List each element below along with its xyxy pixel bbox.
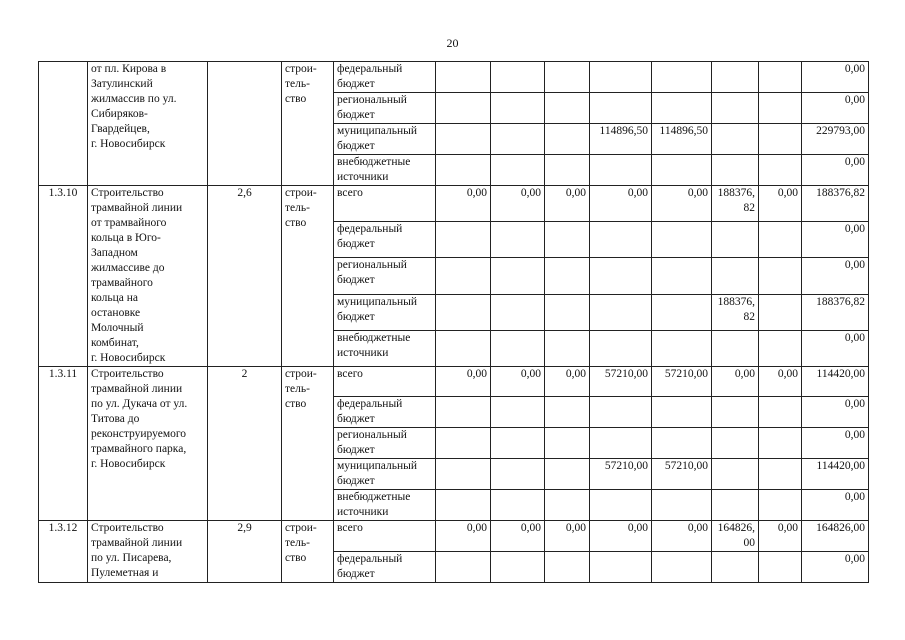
year-value	[712, 124, 759, 155]
year-value: 0,00	[759, 186, 802, 222]
item-work-type-line: тель-	[285, 78, 310, 90]
year-value	[652, 397, 712, 428]
year-value	[712, 93, 759, 124]
total-value: 0,00	[802, 490, 869, 521]
item-name-line: г. Новосибирск	[91, 138, 166, 150]
total-value: 0,00	[802, 93, 869, 124]
item-length: 2,6	[208, 186, 282, 367]
year-value	[712, 330, 759, 366]
table-row	[39, 62, 869, 93]
year-value	[491, 428, 545, 459]
year-value	[652, 294, 712, 330]
year-value	[759, 124, 802, 155]
year-value	[545, 459, 590, 490]
year-value	[545, 397, 590, 428]
year-value: 114896,50	[590, 124, 652, 155]
total-value: 0,00	[802, 258, 869, 294]
year-value	[590, 258, 652, 294]
year-value: 0,00	[652, 186, 712, 222]
funding-source-line: всего	[337, 187, 363, 199]
item-name	[88, 521, 208, 583]
total-value: 114420,00	[802, 459, 869, 490]
item-name-line: Строительство	[91, 187, 164, 199]
item-name-line: г. Новосибирск	[91, 352, 166, 364]
funding-source-line: бюджет	[337, 78, 375, 90]
year-value	[759, 552, 802, 583]
item-work-type-line: ство	[285, 93, 307, 105]
year-value	[712, 552, 759, 583]
funding-source-line: бюджет	[337, 274, 375, 287]
item-name-line: трамвайной линии	[91, 537, 183, 549]
funding-source	[334, 124, 436, 155]
table-row	[39, 367, 869, 397]
item-name-line: комбинат,	[91, 337, 139, 349]
funding-source	[334, 330, 436, 366]
budget-table	[38, 61, 869, 583]
item-name-line: Западном	[91, 247, 138, 259]
year-value	[545, 330, 590, 366]
funding-source-line: бюджет	[337, 140, 375, 152]
funding-source	[334, 459, 436, 490]
total-value: 0,00	[802, 330, 869, 366]
funding-source-line: федеральный	[337, 63, 403, 75]
funding-source-line: муниципальный	[337, 125, 418, 137]
item-name-line: Молочный	[91, 322, 144, 334]
year-value	[652, 258, 712, 294]
year-value	[436, 428, 491, 459]
year-value	[491, 258, 545, 294]
year-value	[652, 428, 712, 459]
funding-source	[334, 490, 436, 521]
year-value	[712, 62, 759, 93]
item-work-type-line: строи-	[285, 368, 317, 380]
year-value	[652, 93, 712, 124]
item-name-line: г. Новосибирск	[91, 458, 166, 470]
year-value	[712, 397, 759, 428]
year-value	[590, 397, 652, 428]
funding-source-line: бюджет	[337, 238, 375, 251]
funding-source	[334, 521, 436, 552]
year-value	[652, 490, 712, 521]
year-value: 0,00	[436, 521, 491, 552]
item-work-type-line: строи-	[285, 63, 317, 75]
year-value: 0,00	[652, 521, 712, 552]
item-name-line: кольца в Юго-	[91, 232, 161, 244]
funding-source-line: бюджет	[337, 568, 375, 580]
funding-source	[334, 258, 436, 294]
year-value	[545, 93, 590, 124]
total-value: 0,00	[802, 397, 869, 428]
year-value	[436, 222, 491, 258]
year-value	[545, 490, 590, 521]
year-value	[652, 155, 712, 186]
item-name-line: Титова до	[91, 413, 140, 425]
year-value	[545, 155, 590, 186]
year-value	[545, 294, 590, 330]
year-value	[545, 62, 590, 93]
year-value	[491, 93, 545, 124]
year-value	[590, 155, 652, 186]
funding-source	[334, 93, 436, 124]
funding-source	[334, 552, 436, 583]
funding-source-line: бюджет	[337, 444, 375, 456]
year-value	[436, 552, 491, 583]
year-value	[590, 294, 652, 330]
funding-source	[334, 294, 436, 330]
year-value	[759, 490, 802, 521]
year-value	[712, 459, 759, 490]
funding-source-line: внебюджетные	[337, 331, 411, 344]
item-work-type-line: ство	[285, 552, 307, 564]
funding-source-line: федеральный	[337, 223, 403, 236]
year-value	[759, 93, 802, 124]
item-name-line: жилмассиве до	[91, 262, 165, 274]
year-value	[759, 330, 802, 366]
item-work-type-line: ство	[285, 217, 307, 229]
year-value	[491, 397, 545, 428]
year-value: 0,00	[590, 186, 652, 222]
year-value	[652, 330, 712, 366]
item-name-line: трамвайного	[91, 277, 153, 289]
funding-source	[334, 155, 436, 186]
item-name	[88, 62, 208, 186]
total-value: 0,00	[802, 222, 869, 258]
funding-source-line: региональный	[337, 259, 407, 272]
year-value: 188376,82	[712, 186, 759, 222]
item-name-line: трамвайной линии	[91, 383, 183, 395]
year-value: 0,00	[545, 521, 590, 552]
item-name-line: реконструируемого	[91, 428, 187, 440]
year-value: 0,00	[712, 367, 759, 397]
year-value	[545, 258, 590, 294]
funding-source-line: источники	[337, 506, 389, 518]
year-value	[712, 155, 759, 186]
funding-source-line: внебюджетные	[337, 156, 411, 168]
total-value: 0,00	[802, 62, 869, 93]
page-number: 20	[446, 36, 459, 50]
item-length: 2,9	[208, 521, 282, 583]
funding-source-line: федеральный	[337, 398, 403, 410]
year-value	[491, 459, 545, 490]
year-value: 0,00	[759, 367, 802, 397]
item-work-type	[282, 62, 334, 186]
total-value: 188376,82	[802, 294, 869, 330]
year-value: 0,00	[491, 521, 545, 552]
year-value	[759, 294, 802, 330]
year-value	[436, 330, 491, 366]
item-name-line: жилмассив по ул.	[91, 93, 177, 105]
year-value: 0,00	[545, 367, 590, 397]
year-value: 0,00	[436, 367, 491, 397]
table-row	[39, 521, 869, 552]
total-value: 0,00	[802, 552, 869, 583]
item-code: 1.3.10	[39, 186, 88, 367]
item-name-line: по ул. Дукача от ул.	[91, 398, 188, 410]
year-value	[491, 155, 545, 186]
item-name-line: трамвайного парка,	[91, 443, 187, 455]
year-value	[436, 155, 491, 186]
item-code: 1.3.11	[39, 367, 88, 521]
year-value	[759, 258, 802, 294]
item-code: 1.3.12	[39, 521, 88, 583]
year-value	[491, 62, 545, 93]
item-work-type	[282, 186, 334, 367]
item-work-type-line: тель-	[285, 537, 310, 549]
item-name-line: Затулинский	[91, 78, 153, 90]
item-work-type-line: строи-	[285, 187, 317, 199]
item-name-line: от пл. Кирова в	[91, 63, 167, 75]
year-value: 57210,00	[590, 459, 652, 490]
year-value	[545, 222, 590, 258]
funding-source-line: внебюджетные	[337, 491, 411, 503]
year-value	[436, 93, 491, 124]
item-work-type	[282, 367, 334, 521]
year-value: 0,00	[759, 521, 802, 552]
funding-source-line: источники	[337, 346, 389, 359]
item-name-line: по ул. Писарева,	[91, 552, 172, 564]
year-value: 0,00	[590, 521, 652, 552]
year-value	[590, 490, 652, 521]
year-value	[712, 222, 759, 258]
year-value: 164826,00	[712, 521, 759, 552]
item-work-type-line: тель-	[285, 202, 310, 214]
funding-source	[334, 428, 436, 459]
funding-source-line: муниципальный	[337, 460, 418, 472]
item-code	[39, 62, 88, 186]
table-row	[39, 186, 869, 222]
year-value	[491, 124, 545, 155]
year-value: 57210,00	[652, 459, 712, 490]
total-value: 0,00	[802, 155, 869, 186]
year-value: 0,00	[436, 186, 491, 222]
funding-source	[334, 222, 436, 258]
funding-source-line: всего	[337, 522, 363, 534]
year-value	[491, 330, 545, 366]
year-value	[491, 294, 545, 330]
year-value	[491, 222, 545, 258]
item-name-line: трамвайной линии	[91, 202, 183, 214]
item-name-line: Строительство	[91, 368, 164, 380]
year-value: 0,00	[491, 367, 545, 397]
year-value: 188376,82	[712, 294, 759, 330]
item-name-line: Сибиряков-	[91, 108, 148, 120]
year-value	[759, 397, 802, 428]
funding-source	[334, 367, 436, 397]
year-value	[712, 428, 759, 459]
year-value: 114896,50	[652, 124, 712, 155]
item-name-line: от трамвайного	[91, 217, 167, 229]
funding-source	[334, 397, 436, 428]
total-value: 114420,00	[802, 367, 869, 397]
funding-source-line: бюджет	[337, 475, 375, 487]
item-work-type-line: строи-	[285, 522, 317, 534]
funding-source-line: муниципальный	[337, 295, 418, 308]
item-length: 2	[208, 367, 282, 521]
item-name	[88, 186, 208, 367]
year-value	[491, 490, 545, 521]
year-value: 0,00	[545, 186, 590, 222]
funding-source-line: бюджет	[337, 413, 375, 425]
item-name-line: Пулеметная и	[91, 567, 159, 579]
item-work-type-line: тель-	[285, 383, 310, 395]
year-value	[652, 552, 712, 583]
item-work-type-line: ство	[285, 398, 307, 410]
year-value	[491, 552, 545, 583]
year-value	[759, 222, 802, 258]
year-value	[436, 124, 491, 155]
year-value: 0,00	[491, 186, 545, 222]
year-value	[545, 552, 590, 583]
year-value	[712, 258, 759, 294]
funding-source-line: бюджет	[337, 310, 375, 323]
funding-source-line: всего	[337, 368, 363, 380]
year-value	[759, 428, 802, 459]
total-value: 164826,00	[802, 521, 869, 552]
item-length	[208, 62, 282, 186]
year-value	[759, 62, 802, 93]
year-value	[545, 124, 590, 155]
year-value	[590, 62, 652, 93]
year-value	[759, 155, 802, 186]
funding-source-line: региональный	[337, 94, 407, 106]
year-value	[436, 397, 491, 428]
year-value	[436, 258, 491, 294]
item-name-line: остановке	[91, 307, 141, 319]
funding-source	[334, 186, 436, 222]
funding-source	[334, 62, 436, 93]
year-value	[436, 490, 491, 521]
year-value	[545, 428, 590, 459]
item-name-line: Гвардейцев,	[91, 123, 150, 135]
total-value: 229793,00	[802, 124, 869, 155]
year-value	[436, 62, 491, 93]
total-value: 0,00	[802, 428, 869, 459]
year-value	[590, 428, 652, 459]
year-value: 57210,00	[590, 367, 652, 397]
item-name-line: Строительство	[91, 522, 164, 534]
year-value	[712, 490, 759, 521]
year-value	[436, 294, 491, 330]
item-name-line: кольца на	[91, 292, 138, 304]
year-value	[590, 222, 652, 258]
funding-source-line: региональный	[337, 429, 407, 441]
year-value	[652, 222, 712, 258]
item-work-type	[282, 521, 334, 583]
item-name	[88, 367, 208, 521]
year-value	[652, 62, 712, 93]
year-value: 57210,00	[652, 367, 712, 397]
funding-source-line: бюджет	[337, 109, 375, 121]
year-value	[590, 552, 652, 583]
funding-source-line: федеральный	[337, 553, 403, 565]
year-value	[590, 330, 652, 366]
funding-source-line: источники	[337, 171, 389, 183]
year-value	[436, 459, 491, 490]
total-value: 188376,82	[802, 186, 869, 222]
year-value	[759, 459, 802, 490]
year-value	[590, 93, 652, 124]
